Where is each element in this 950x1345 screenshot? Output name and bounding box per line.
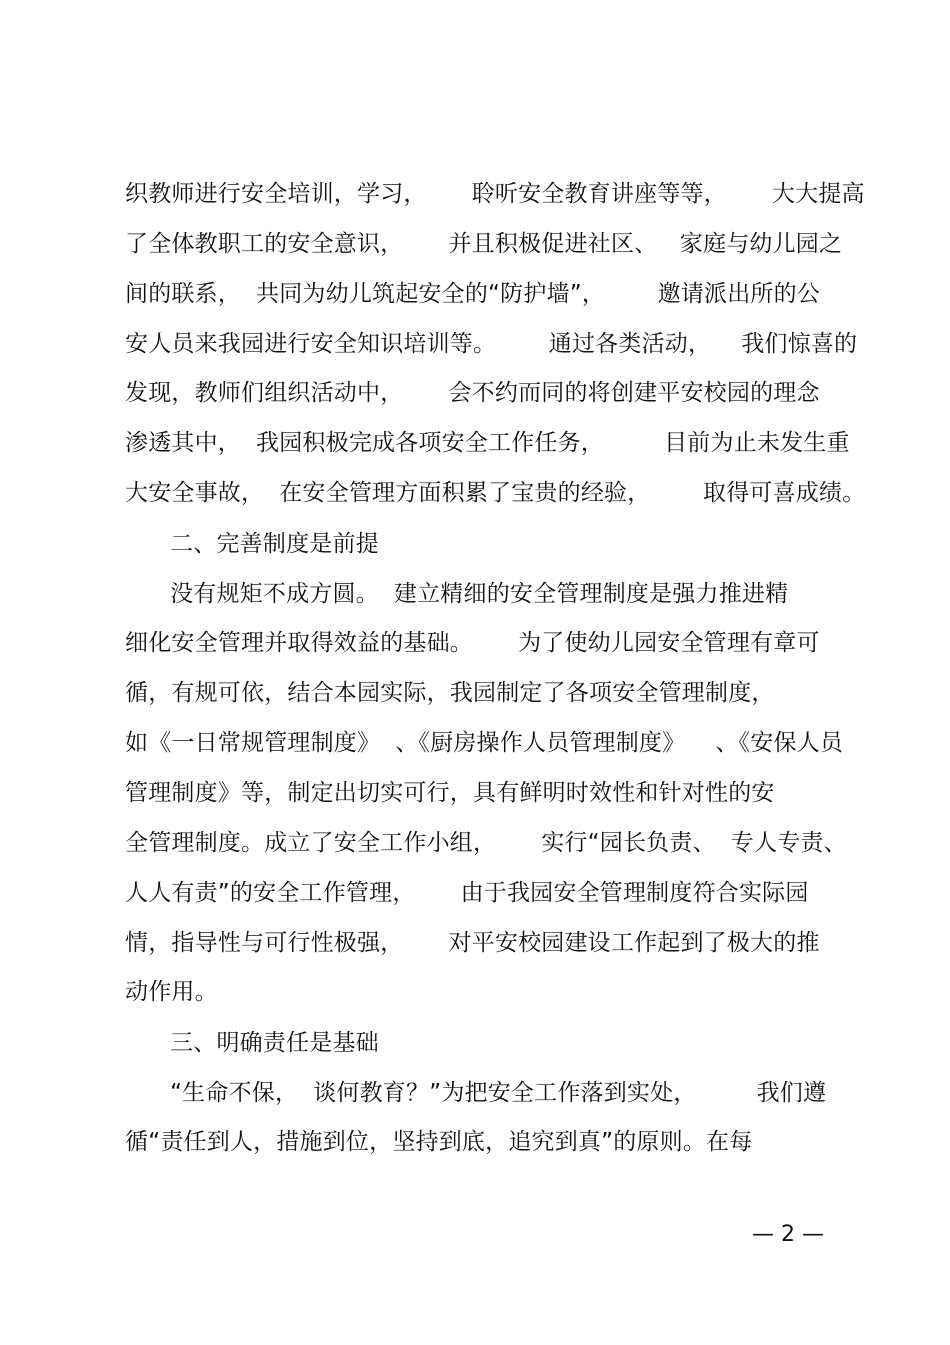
body-text-line: 没有规矩不成方圆。 建立精细的安全管理制度是强力推进精 [125, 581, 789, 607]
page-number: — 2 — [752, 1222, 824, 1247]
body-text-line: “生命不保， 谈何教育？”为把安全工作落到实处， 我们遵 [125, 1080, 827, 1106]
body-text-line: 情，指导性与可行性极强， 对平安校园建设工作起到了极大的推 [125, 930, 820, 956]
body-text-line: 安人员来我园进行安全知识培训等。 通过各类活动， 我们惊喜的 [125, 331, 858, 357]
body-text-line: 发现，教师们组织活动中， 会不约而同的将创建平安校园的理念 [125, 380, 820, 406]
section-heading: 二、完善制度是前提 [125, 531, 379, 557]
body-text-line: 循，有规可依，结合本园实际，我园制定了各项安全管理制度， [125, 680, 775, 706]
body-text-line: 渗透其中， 我园积极完成各项安全工作任务， 目前为止未发生重 [125, 430, 850, 456]
body-text-line: 如《一日常规管理制度》 、《厨房操作人员管理制度》 、《安保人员 [125, 730, 844, 756]
body-text-line: 织教师进行安全培训，学习， 聆听安全教育讲座等等， 大大提高 [125, 181, 865, 207]
body-text-line: 管理制度》等，制定出切实可行，具有鲜明时效性和针对性的安 [125, 780, 775, 806]
body-text-line: 循“责任到人，措施到位，坚持到底，追究到真”的原则。在每 [125, 1129, 753, 1155]
section-heading: 三、明确责任是基础 [125, 1030, 379, 1056]
body-text-line: 细化安全管理并取得效益的基础。 为了使幼儿园安全管理有章可 [125, 630, 820, 656]
body-text-line: 间的联系， 共同为幼儿筑起安全的“防护墙”， 邀请派出所的公 [125, 281, 821, 307]
body-text-line: 大安全事故， 在安全管理方面积累了宝贵的经验， 取得可喜成绩。 [125, 480, 866, 506]
body-text-line: 了全体教职工的安全意识， 并且积极促进社区、 家庭与幼儿园之 [125, 231, 843, 257]
body-text-line: 全管理制度。成立了安全工作小组， 实行“园长负责、 专人专责、 [125, 830, 847, 856]
body-text-line: 人人有责”的安全工作管理， 由于我园安全管理制度符合实际园 [125, 880, 809, 906]
body-text-line: 动作用。 [125, 979, 218, 1005]
